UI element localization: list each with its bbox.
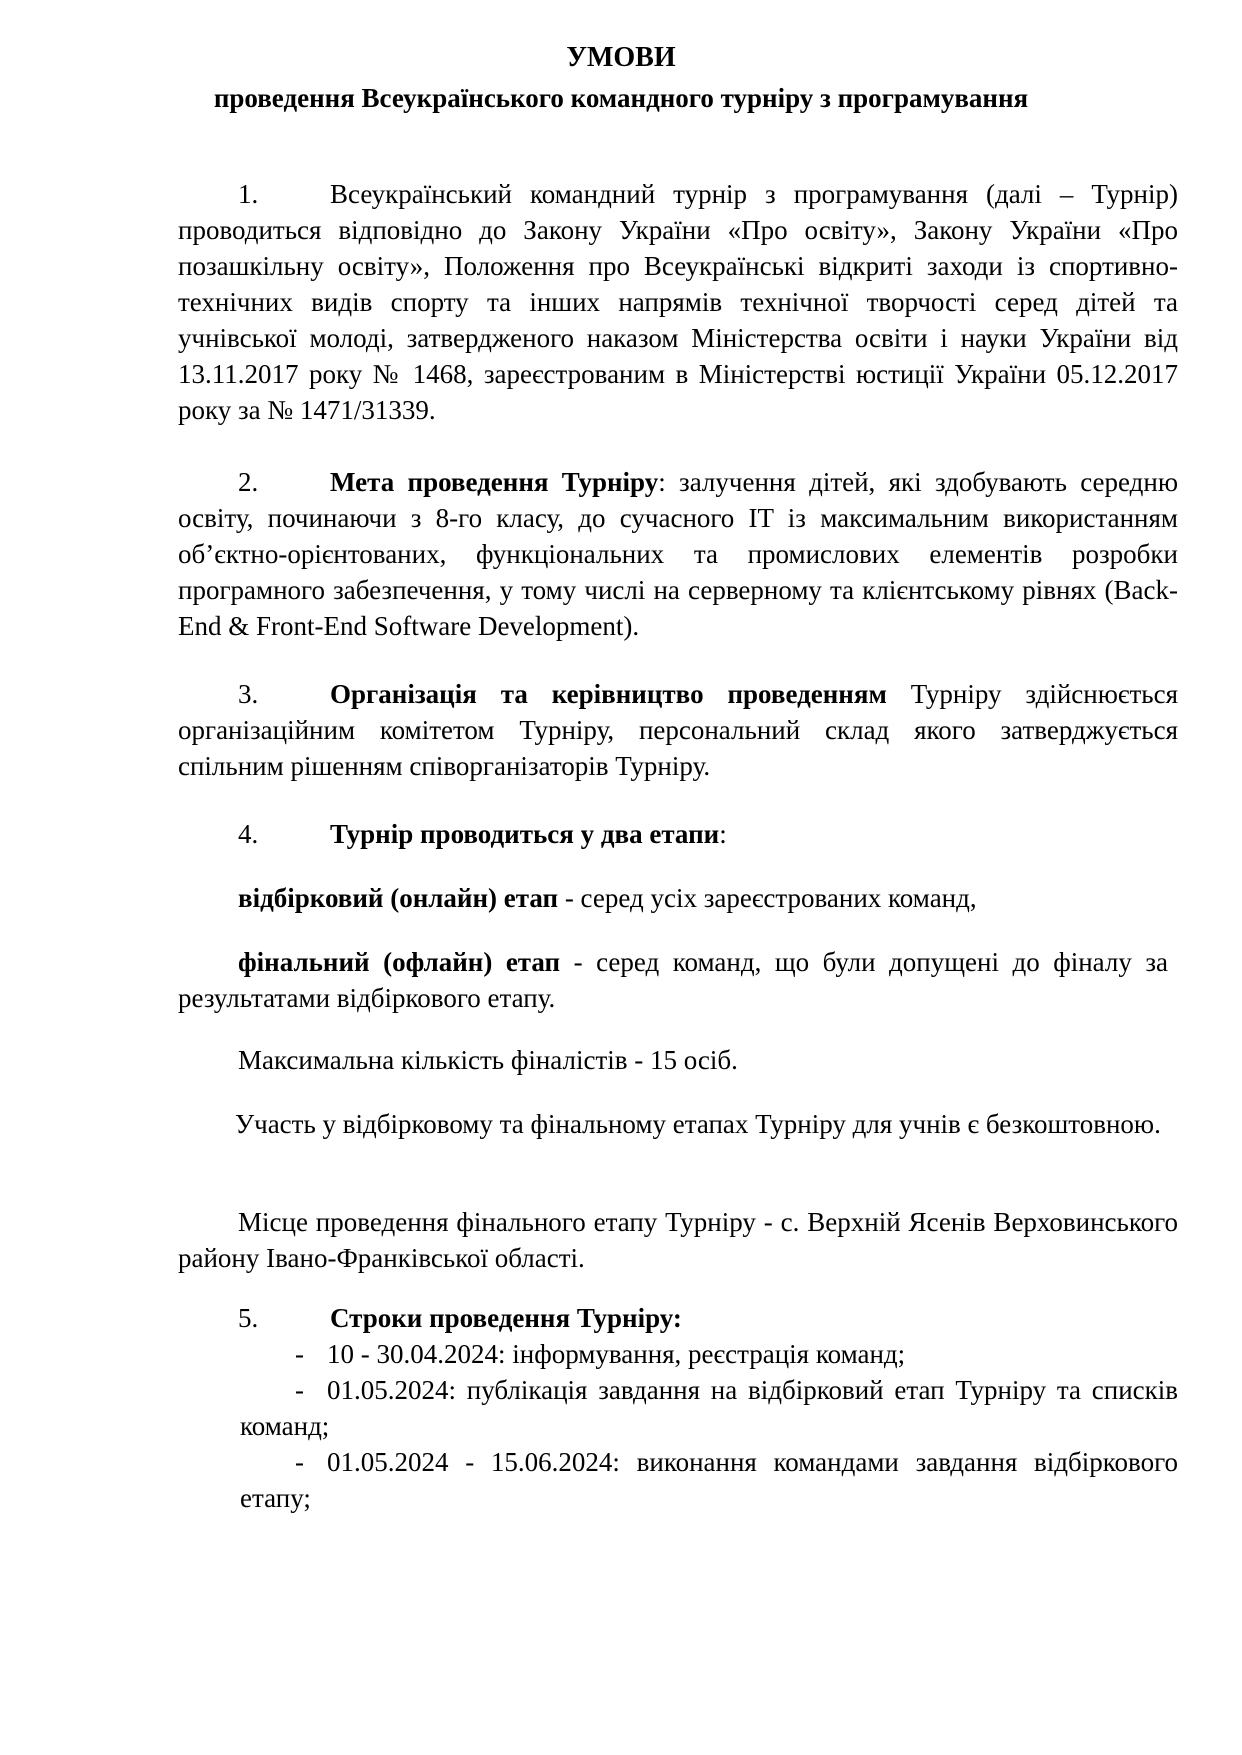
document-subtitle: проведення Всеукраїнського командного турніру з програмування xyxy=(213,83,1029,113)
stage-title: відбірковий (онлайн) етап xyxy=(238,883,559,913)
document-title: УМОВИ xyxy=(566,42,676,73)
clause-1 xyxy=(178,176,1178,428)
stage-text: - серед команд, що були допущені до фіналу за результатами відбіркового етапу. xyxy=(178,947,1168,1013)
final-venue: Місце проведення фінального етапу Турніру - с. Верхній Ясенів Верховинського району Івано-Франківської області. xyxy=(178,1207,1178,1273)
max-finalists: Максимальна кількість фіналістів - 15 осіб. xyxy=(238,1045,738,1075)
stage-title: фінальний (офлайн) етап xyxy=(238,947,561,977)
clause-text: : залучення дітей, які здобувають середню освіту, починаючи з 8-го класу, до сучасного IT із максимальним використанням об’єктно-орієнтованих, функціональних та промислових елементів розробки програмного забезпечення, у тому числі на серверному та клієнтському рівнях (Back-End & Front-End Software Development). xyxy=(178,467,1179,641)
clause-heading: Організація та керівництво проведенням xyxy=(330,679,887,709)
clause-3 xyxy=(178,676,1178,784)
clause-heading: Турнір проводиться у два етапи xyxy=(330,819,720,849)
clause-number: 4. xyxy=(238,819,259,849)
stage-text: - серед усіх зареєстрованих команд, xyxy=(558,883,977,913)
clause-text: Турніру здійснюється організаційним комітетом Турніру, персональний склад якого затверджується спільним рішенням співорганізаторів Турніру. xyxy=(178,679,1178,781)
participation-free: Участь у відбірковому та фінальному етапах Турніру для учнів є безкоштовною. xyxy=(235,1109,1161,1139)
clause-4 xyxy=(178,816,1178,852)
clause-number: 3. xyxy=(238,679,259,709)
schedule-item: - 01.05.2024 - 15.06.2024: виконання командами завдання відбіркового етапу; xyxy=(240,1447,1178,1513)
clause-number: 5. xyxy=(238,1303,259,1333)
clause-text: Всеукраїнський командний турнір з програмування (далі – Турнір) проводиться відповідно до Закону України «Про освіту», Закону України «Про позашкільну освіту», Положення про Всеукраїнські відкриті заходи із спортивно-технічних видів спорту та інших напрямів технічної творчості серед дітей та учнівської молоді, затвердженого наказом Міністерства освіти і науки України від 13.11.2017 року № 1468, зареєстрованим в Міністерстві юстиції України 05.12.2017 року за № 1471/31339. xyxy=(178,179,1178,425)
clause-number: 2. xyxy=(238,467,259,497)
clause-number: 1. xyxy=(238,179,259,209)
stage-final xyxy=(178,944,1168,1016)
clause-text: : xyxy=(719,819,727,849)
clause-heading: Строки проведення Турніру: xyxy=(330,1303,682,1333)
schedule-item: - 01.05.2024: публікація завдання на відбірковий етап Турніру та списків команд; xyxy=(240,1375,1178,1441)
schedule-item: - 10 - 30.04.2024: інформування, реєстрація команд; xyxy=(295,1339,906,1369)
clause-heading: Мета проведення Турніру xyxy=(330,467,659,497)
clause-5 xyxy=(178,1300,1178,1336)
stage-qualifying xyxy=(178,880,1178,916)
clause-2 xyxy=(178,464,1178,644)
